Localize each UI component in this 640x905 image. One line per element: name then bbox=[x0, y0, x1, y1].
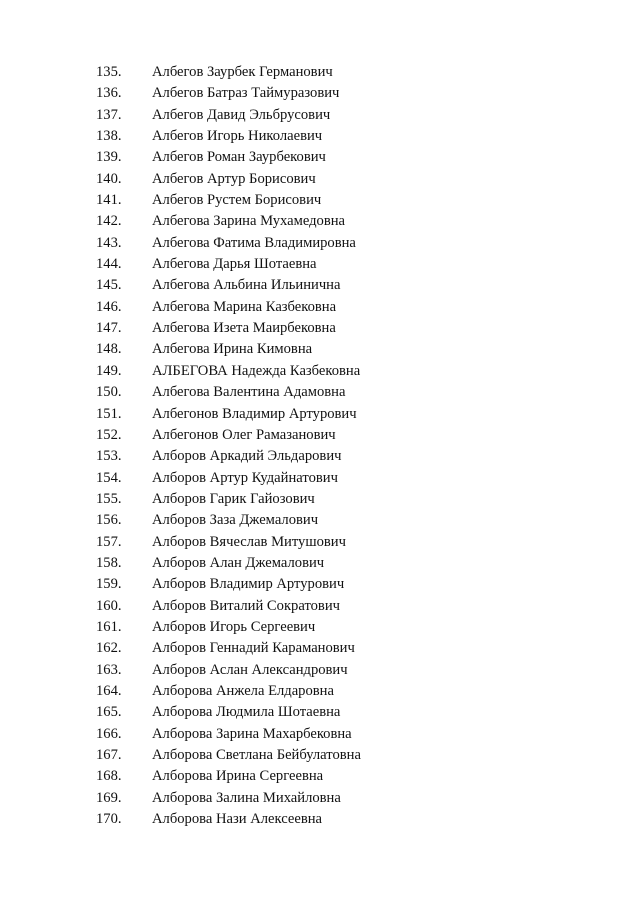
item-number: 170. bbox=[96, 811, 122, 828]
list-item bbox=[0, 532, 640, 553]
list-item bbox=[0, 297, 640, 318]
item-name: Алборов Заза Джемалович bbox=[152, 512, 319, 529]
item-number: 157. bbox=[96, 533, 122, 550]
item-name: Албегова Дарья Шотаевна bbox=[152, 256, 317, 273]
item-name: Албегова Ирина Кимовна bbox=[152, 341, 313, 358]
item-name: Албегова Марина Казбековна bbox=[152, 298, 337, 315]
list-item bbox=[0, 83, 640, 104]
item-name: Албегов Заурбек Германович bbox=[152, 64, 333, 80]
item-number: 168. bbox=[96, 768, 122, 785]
list-item bbox=[0, 254, 640, 275]
list-item bbox=[0, 169, 640, 190]
item-name: Албегова Фатима Владимировна bbox=[152, 234, 356, 251]
item-number: 151. bbox=[96, 405, 122, 422]
item-number: 160. bbox=[96, 597, 122, 614]
list-item bbox=[0, 788, 640, 809]
list-item bbox=[0, 553, 640, 574]
item-name: Албегова Изета Маирбековна bbox=[152, 320, 336, 337]
list-item bbox=[0, 382, 640, 403]
item-number: 169. bbox=[96, 789, 122, 806]
list-item bbox=[0, 468, 640, 489]
item-number: 145. bbox=[96, 277, 122, 294]
item-name: Алборов Алан Джемалович bbox=[152, 554, 325, 571]
item-name: Алборов Геннадий Караманович bbox=[152, 640, 355, 657]
item-number: 161. bbox=[96, 618, 122, 635]
item-name: Алборова Залина Михайловна bbox=[152, 789, 341, 806]
item-number: 141. bbox=[96, 192, 122, 209]
item-name: Алборова Нази Алексеевна bbox=[152, 811, 323, 828]
list-item bbox=[0, 404, 640, 425]
item-name: Албегов Роман Заурбекович bbox=[152, 149, 326, 166]
item-number: 139. bbox=[96, 149, 122, 166]
item-number: 142. bbox=[96, 213, 122, 230]
item-name: Албегов Артур Борисович bbox=[152, 170, 316, 187]
item-name: Албегов Давид Эльбрусович bbox=[152, 106, 331, 123]
item-number: 135. bbox=[96, 64, 122, 80]
list-item bbox=[0, 105, 640, 126]
item-name: Алборова Ирина Сергеевна bbox=[152, 768, 324, 785]
item-name: Албегов Игорь Николаевич bbox=[152, 128, 323, 145]
list-item bbox=[0, 809, 640, 830]
item-name: Албегова Зарина Мухамедовна bbox=[152, 213, 346, 230]
item-number: 136. bbox=[96, 85, 122, 102]
item-name: Алборова Зарина Махарбековна bbox=[152, 725, 352, 742]
item-number: 163. bbox=[96, 661, 122, 678]
list-item bbox=[0, 211, 640, 232]
item-number: 167. bbox=[96, 747, 122, 763]
list-item bbox=[0, 147, 640, 168]
item-number: 146. bbox=[96, 298, 122, 315]
item-name: Алборов Аслан Александрович bbox=[152, 661, 348, 678]
list-item bbox=[0, 724, 640, 745]
item-name: Алборов Артур Кудайнатович bbox=[152, 469, 338, 486]
item-name: Албегов Батраз Таймуразович bbox=[152, 85, 340, 102]
item-number: 138. bbox=[96, 128, 122, 145]
item-name: Алборов Владимир Артурович bbox=[152, 576, 345, 593]
item-name: Алборов Гарик Гайозович bbox=[152, 490, 315, 507]
item-name: АЛБЕГОВА Надежда Казбековна bbox=[152, 362, 361, 379]
list-item bbox=[0, 702, 640, 723]
item-number: 156. bbox=[96, 512, 122, 529]
item-number: 152. bbox=[96, 426, 122, 443]
item-name: Албегова Валентина Адамовна bbox=[152, 384, 346, 401]
list-item bbox=[0, 62, 640, 83]
item-number: 140. bbox=[96, 170, 122, 187]
item-number: 148. bbox=[96, 341, 122, 358]
item-number: 144. bbox=[96, 256, 122, 273]
list-item bbox=[0, 596, 640, 617]
list-item bbox=[0, 190, 640, 211]
list-item bbox=[0, 275, 640, 296]
item-name: Алборов Вячеслав Митушович bbox=[152, 533, 346, 550]
name-list bbox=[0, 62, 640, 830]
item-number: 159. bbox=[96, 576, 122, 593]
item-number: 137. bbox=[96, 106, 122, 123]
list-item bbox=[0, 510, 640, 531]
item-number: 158. bbox=[96, 554, 122, 571]
item-name: Албегонов Олег Рамазанович bbox=[152, 426, 336, 443]
item-name: Алборов Виталий Сократович bbox=[152, 597, 340, 614]
list-item bbox=[0, 489, 640, 510]
list-item bbox=[0, 745, 640, 766]
list-item bbox=[0, 638, 640, 659]
item-number: 143. bbox=[96, 234, 122, 251]
list-item bbox=[0, 681, 640, 702]
item-name: Алборова Людмила Шотаевна bbox=[152, 704, 341, 721]
list-item bbox=[0, 617, 640, 638]
list-item bbox=[0, 446, 640, 467]
item-number: 155. bbox=[96, 490, 122, 507]
list-item bbox=[0, 361, 640, 382]
item-number: 154. bbox=[96, 469, 122, 486]
item-name: Алборов Игорь Сергеевич bbox=[152, 618, 316, 635]
list-item bbox=[0, 574, 640, 595]
item-number: 162. bbox=[96, 640, 122, 657]
item-number: 165. bbox=[96, 704, 122, 721]
list-item bbox=[0, 766, 640, 787]
item-number: 153. bbox=[96, 448, 122, 465]
item-number: 147. bbox=[96, 320, 122, 337]
list-item bbox=[0, 318, 640, 339]
item-name: Албегов Рустем Борисович bbox=[152, 192, 322, 209]
item-name: Алборова Анжела Елдаровна bbox=[152, 682, 334, 699]
list-item bbox=[0, 660, 640, 681]
item-number: 166. bbox=[96, 725, 122, 742]
item-name: Албегова Альбина Ильинична bbox=[152, 277, 341, 294]
list-item bbox=[0, 425, 640, 446]
item-number: 149. bbox=[96, 362, 122, 379]
item-name: Албегонов Владимир Артурович bbox=[152, 405, 357, 422]
list-item bbox=[0, 233, 640, 254]
item-name: Алборов Аркадий Эльдарович bbox=[152, 448, 342, 465]
list-item bbox=[0, 339, 640, 360]
item-number: 150. bbox=[96, 384, 122, 401]
item-number: 164. bbox=[96, 682, 122, 699]
list-item bbox=[0, 126, 640, 147]
item-name: Алборова Светлана Бейбулатовна bbox=[152, 747, 361, 763]
